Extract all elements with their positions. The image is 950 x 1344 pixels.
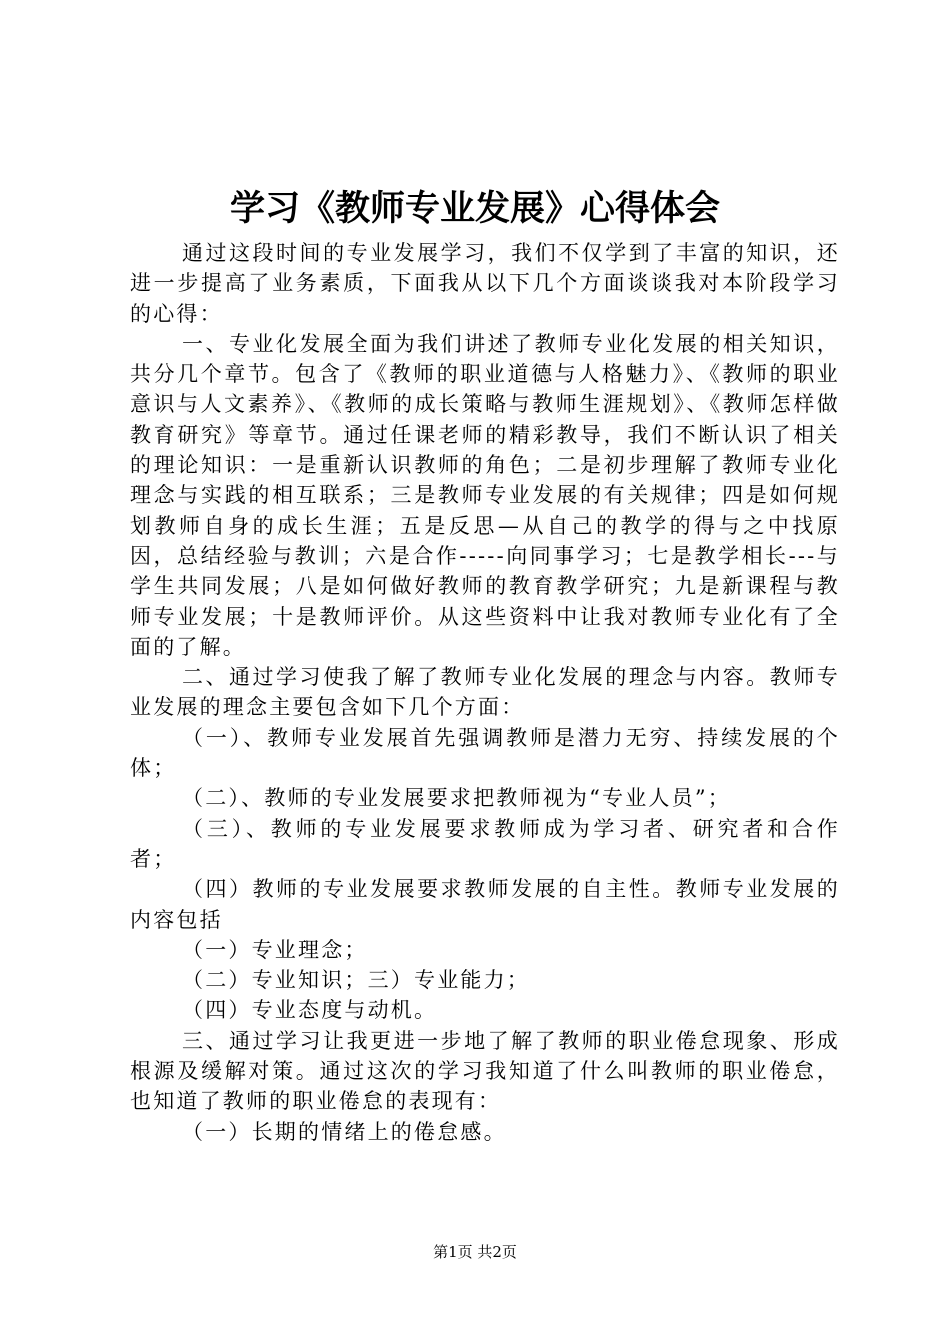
paragraph-section-1: 一、专业化发展全面为我们讲述了教师专业化发展的相关知识，共分几个章节。包含了《教师的职业道德与人格魅力》、《教师的职业意识与人文素养》、《教师的成长策略与教师生涯规划》、《教师怎样做教育研究》等章节。通过任课老师的精彩教导，我们不断认识了相关的理论知识：一是重新认识教师的角色；二是初步理解了教师专业化理念与实践的相互联系；三是教师专业发展的有关规律；四是如何规划教师自身的成长生涯；五是反思—从自己的教学的得与之中找原因，总结经验与教训；六是合作-----向同事学习；七是教学相长---与学生共同发展；八是如何做好教师的教育教学研究；九是新课程与教师专业发展；十是教师评价。从这些资料中让我对教师专业化有了全面的了解。 [130,331,840,659]
paragraph-item-3: （三）、教师的专业发展要求教师成为学习者、研究者和合作者； [130,816,840,871]
paragraph-intro: 通过这段时间的专业发展学习，我们不仅学到了丰富的知识，还进一步提高了业务素质，下面我从以下几个方面谈谈我对本阶段学习的心得： [130,241,840,326]
page-footer: 第1页 共2页 [433,1243,517,1261]
paragraph-item-2: （二）、教师的专业发展要求把教师视为“专业人员”； [182,786,731,811]
paragraph-burnout-1: （一）长期的情绪上的倦怠感。 [182,1119,507,1144]
document-title: 学习《教师专业发展》心得体会 [229,188,720,229]
paragraph-content-2: （二）专业知识；三）专业能力； [182,968,530,993]
paragraph-content-1: （一）专业理念； [182,937,368,962]
document-body [130,238,840,1147]
paragraph-item-4: （四）教师的专业发展要求教师发展的自主性。教师专业发展的内容包括 [130,877,840,932]
paragraph-item-1: （一）、教师专业发展首先强调教师是潜力无穷、持续发展的个体； [130,725,840,781]
paragraph-content-4: （四）专业态度与动机。 [182,998,438,1023]
paragraph-section-3: 三、通过学习让我更进一步地了解了教师的职业倦怠现象、形成根源及缓解对策。通过这次的学习我知道了什么叫教师的职业倦怠，也知道了教师的职业倦怠的表现有： [130,1028,840,1114]
paragraph-section-2: 二、通过学习使我了解了教师专业化发展的理念与内容。教师专业发展的理念主要包含如下几个方面： [130,665,840,720]
